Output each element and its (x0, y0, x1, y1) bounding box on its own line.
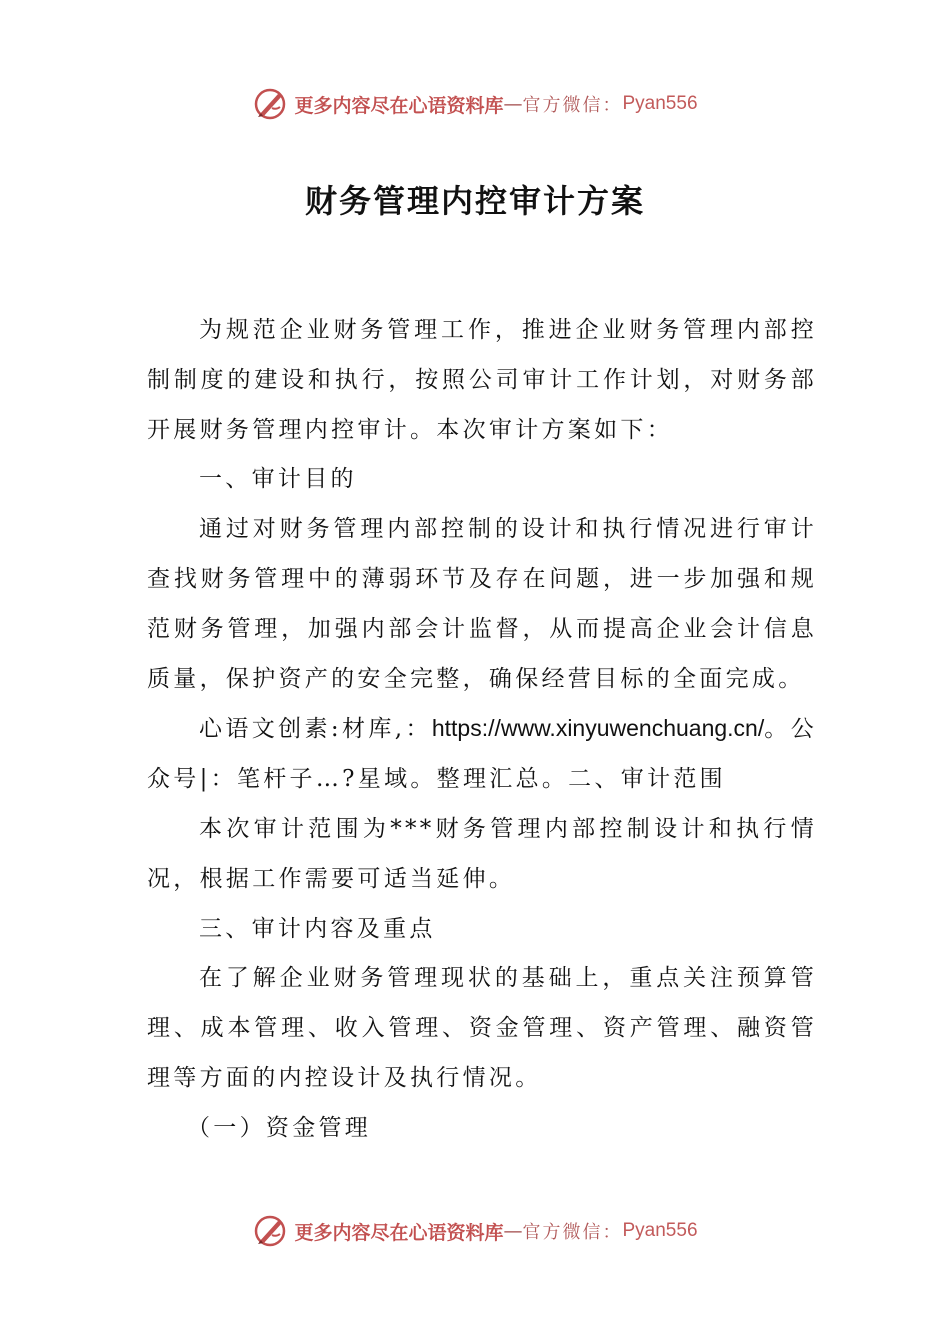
banner-wechat-id: Pyan556 (622, 1220, 698, 1241)
banner-main-text: 更多内容尽在心语资料库 (294, 94, 504, 117)
watermark-prefix: 心语文创素:材库,： (199, 716, 432, 743)
banner-main-text: 更多内容尽在心语资料库 (294, 1221, 504, 1244)
watermark-paragraph (147, 704, 817, 805)
banner-separator: — (503, 1220, 523, 1242)
banner-wechat-id: Pyan556 (622, 93, 698, 114)
document-title: 财务管理内控审计方案 (304, 182, 645, 220)
banner-wechat-label: 官方微信： (522, 95, 623, 116)
footer-banner (0, 1211, 950, 1251)
section3-paragraph: 在了解企业财务管理现状的基础上，重点关注预算管理、成本管理、收入管理、资金管理、资产管理、融资管理等方面的内控设计及执行情况。 (147, 965, 817, 1091)
section1-paragraph: 通过对财务管理内部控制的设计和执行情况进行审计查找财务管理中的薄弱环节及存在问题，进一步加强和规范财务管理，加强内部会计监督，从而提高企业会计信息质量，保护资产的安全完整，确保经营目标的全面完成。 (147, 516, 817, 692)
section2-paragraph: 本次审计范围为***财务管理内部控制设计和执行情况，根据工作需要可适当延伸。 (147, 815, 817, 892)
section3-heading: 三、审计内容及重点 (199, 915, 436, 942)
header-banner (0, 84, 950, 124)
intro-paragraph: 为规范企业财务管理工作，推进企业财务管理内部控制制度的建设和执行，按照公司审计工作计划，对财务部开展财务管理内控审计。本次审计方案如下： (147, 317, 817, 443)
watermark-suffix: 。公众号|：笔杆子…?星域。整理汇总。二、审计范围 (147, 716, 817, 793)
banner-wechat-label: 官方微信： (522, 1222, 623, 1243)
watermark-url: https://www.xinyuwenchuang.cn/ (431, 715, 765, 742)
document-body (147, 306, 817, 1154)
section1-heading: 一、审计目的 (199, 466, 357, 493)
banner-separator: — (503, 93, 523, 115)
subsection1-heading: （一）资金管理 (187, 1114, 372, 1141)
pen-circle-logo-icon (252, 86, 288, 122)
pen-circle-logo-icon (252, 1213, 288, 1249)
